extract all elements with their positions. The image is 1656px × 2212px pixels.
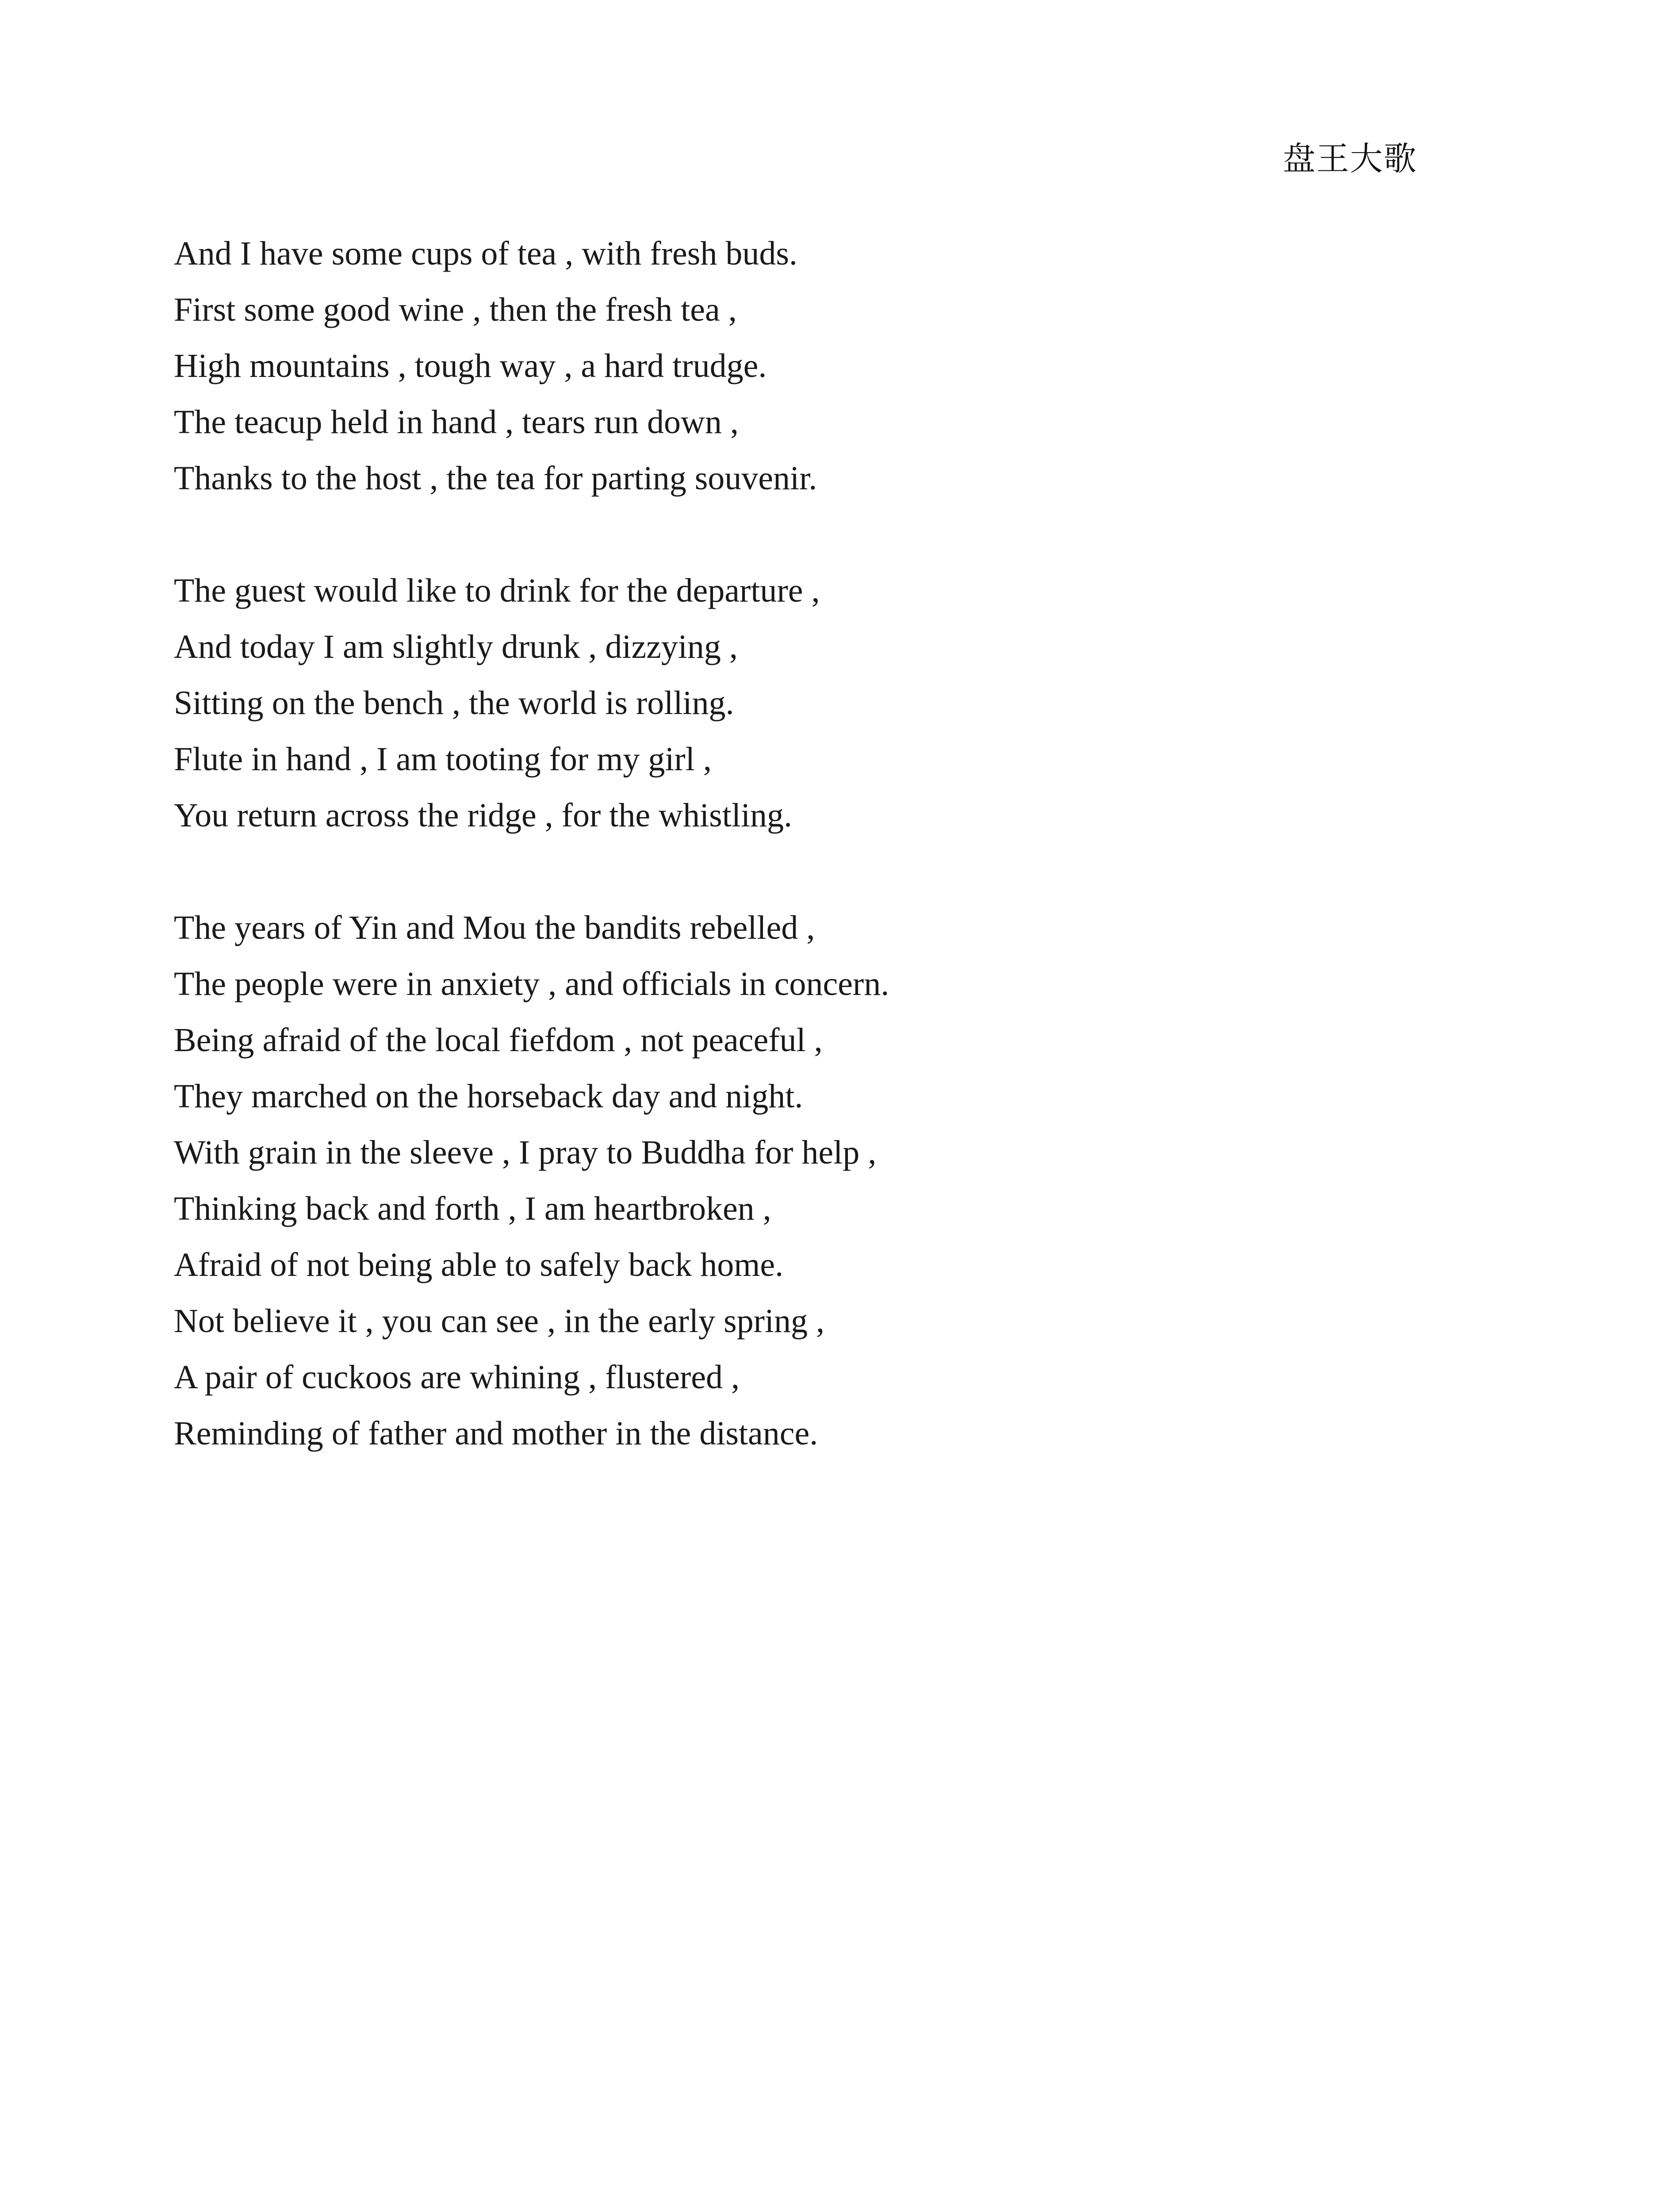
poem-line: Afraid of not being able to safely back home. [174,1246,784,1283]
poem-line: The people were in anxiety , and officials in concern. [174,965,889,1002]
poem-line: Not believe it , you can see , in the early spring , [174,1302,825,1340]
poem-line: With grain in the sleeve , I pray to Buddha for help , [174,1134,877,1171]
poem-body [174,226,1501,1518]
poem-line: Sitting on the bench , the world is rolling. [174,684,734,722]
poem-line: The teacup held in hand , tears run down , [174,403,739,441]
running-header-title: 盘王大歌 [1283,140,1417,178]
poem-line: The years of Yin and Mou the bandits rebelled , [174,909,815,946]
poem-line: Being afraid of the local fiefdom , not peaceful , [174,1022,823,1059]
poem-line: And today I am slightly drunk , dizzying , [174,628,738,665]
stanza-3 [174,900,1501,1462]
poem-line: You return across the ridge , for the whistling. [174,797,793,834]
poem-line: Reminding of father and mother in the distance. [174,1415,818,1452]
poem-line: They marched on the horseback day and night. [174,1078,803,1115]
poem-line: First some good wine , then the fresh tea , [174,291,737,328]
poem-line: High mountains , tough way , a hard trudge. [174,347,767,384]
poem-line: Thanks to the host , the tea for parting souvenir. [174,460,817,497]
poem-line: And I have some cups of tea , with fresh buds. [174,235,797,272]
poem-line: The guest would like to drink for the departure , [174,572,820,609]
stanza-2 [174,563,1501,844]
poem-line: Thinking back and forth , I am heartbroken , [174,1190,771,1227]
poem-line: Flute in hand , I am tooting for my girl , [174,741,712,778]
stanza-1 [174,226,1501,507]
poem-line: A pair of cuckoos are whining , flustered , [174,1359,740,1396]
